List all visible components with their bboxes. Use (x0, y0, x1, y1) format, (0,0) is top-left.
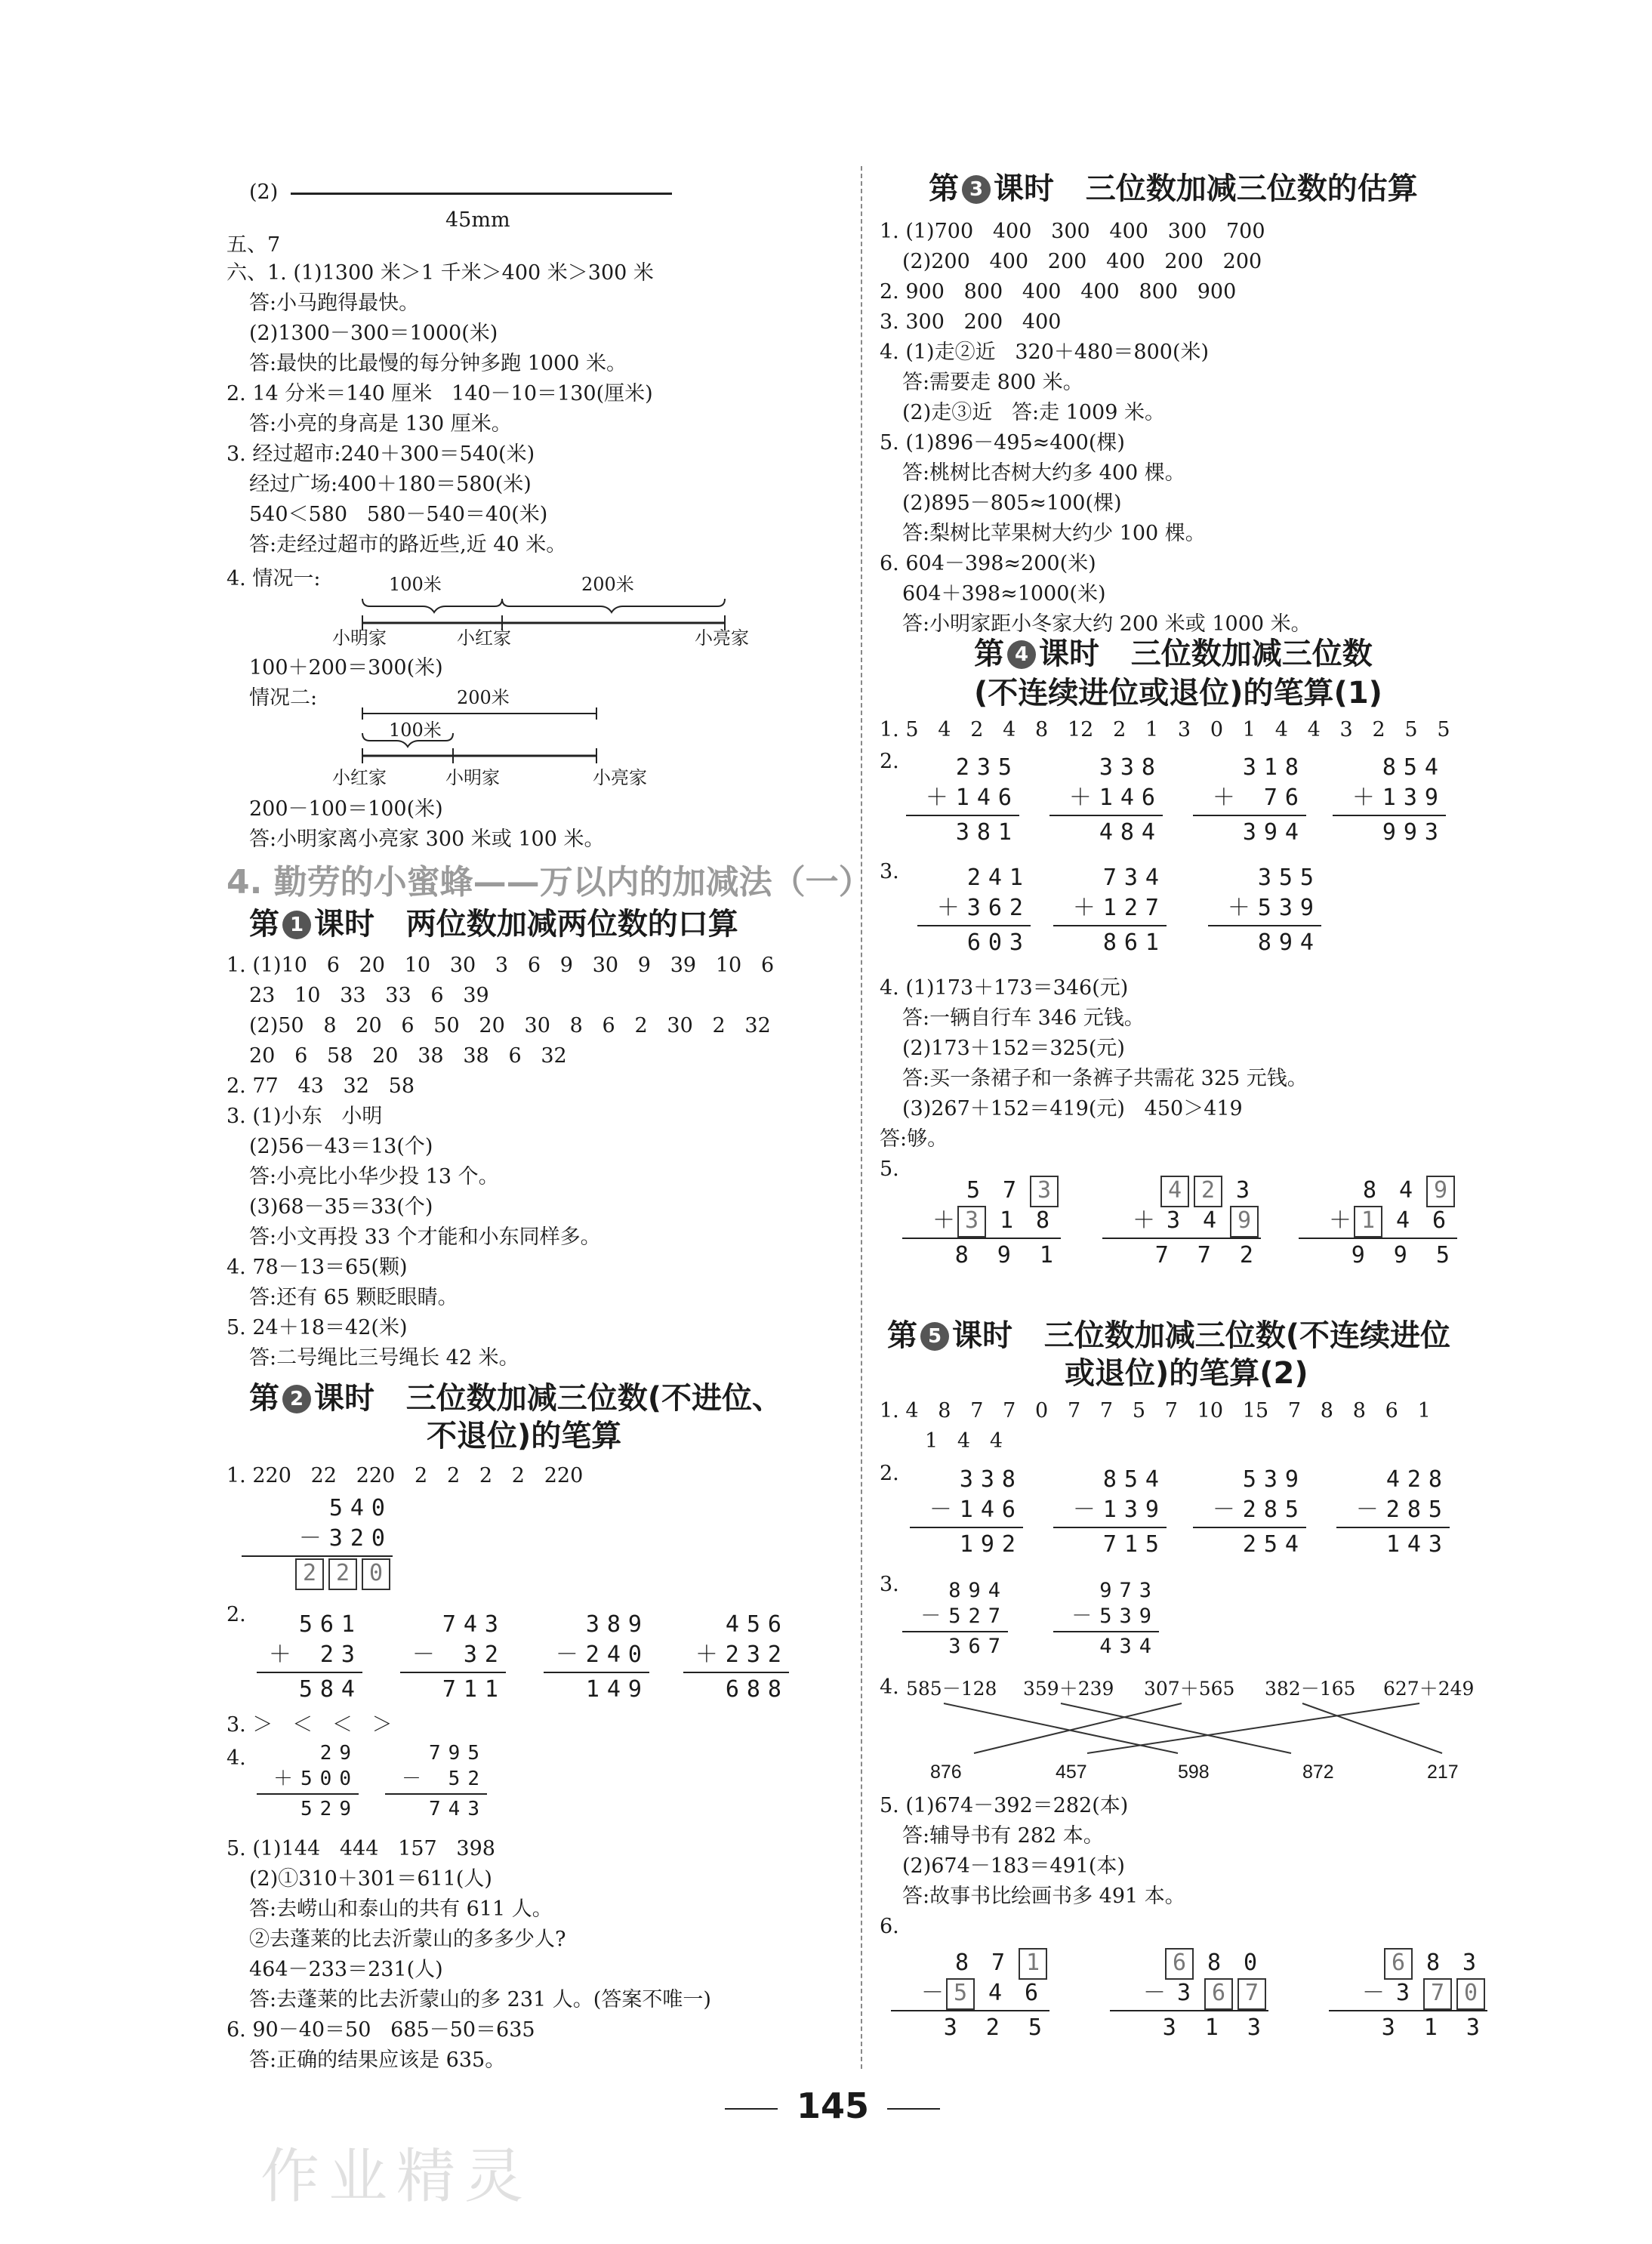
diagram2-place-3: 小亮家 (593, 767, 647, 788)
lesson4-q2-label: 2. (880, 750, 899, 773)
lesson5-line-1: 1. 4 8 7 7 0 7 7 5 7 10 15 7 8 8 6 1 (880, 1399, 1431, 1423)
lesson2-line-6: (2)①310＋301＝611(人) (249, 1867, 492, 1891)
vertical-calc: 795 － 52 743 (385, 1740, 487, 1822)
lesson3-line-7: (2)走③近 答:走 1009 米。 (902, 401, 1165, 424)
lesson-2-title-line2: 不退位)的笔算 (427, 1419, 622, 1453)
fill-in-calc: 4 2 3 ＋ 3 4 9 7 7 2 (1102, 1176, 1261, 1271)
lesson3-line-14: 答:小明家距小冬家大约 200 米或 1000 米。 (902, 612, 1311, 636)
lesson1-line-14: 答:二号绳比三号绳长 42 米。 (249, 1346, 519, 1370)
lesson3-line-11: 答:梨树比苹果树大约少 100 棵。 (902, 522, 1206, 545)
vertical-calc: 854 ＋139 993 (1333, 753, 1446, 848)
lesson2-line-5: 5. (1)144 444 157 398 (227, 1837, 495, 1860)
match-bottom-4: 872 (1302, 1762, 1334, 1783)
left-line-9: 3. 经过超市:240＋300＝540(米) (227, 442, 535, 466)
lesson4-line-8: (3)267＋152＝419(元) 450＞419 (902, 1097, 1243, 1120)
lesson-5-title-line2: 或退位)的笔算(2) (1065, 1356, 1308, 1391)
match-top-4: 382－165 (1265, 1678, 1356, 1700)
lesson5-line-2: 1 4 4 (925, 1429, 1003, 1453)
left-line-1: (2) (249, 180, 279, 204)
vertical-calc: 973 －539 434 (1053, 1578, 1159, 1660)
lesson-4-title-line2: (不连续进位或退位)的笔算(1) (974, 676, 1382, 710)
lesson5-q4-label: 4. (880, 1675, 899, 1699)
diagram2-label-a: 200米 (457, 687, 510, 708)
lesson1-line-6: 3. (1)小东 小明 (227, 1105, 383, 1128)
match-bottom-2: 457 (1056, 1762, 1087, 1783)
left-line-15: 情况二: (249, 686, 318, 710)
vertical-calc: 389 －240 149 (544, 1610, 649, 1705)
lesson1-line-2: 23 10 33 33 6 39 (249, 984, 489, 1007)
diagram2-place-2: 小明家 (445, 767, 500, 788)
lesson1-line-3: (2)50 8 20 6 50 20 30 8 6 2 30 2 32 (249, 1014, 771, 1037)
lesson-4-title: 第 4 课时 三位数加减三位数 (974, 637, 1373, 671)
lesson3-line-1: 1. (1)700 400 300 400 300 700 (880, 220, 1265, 243)
lesson2-line-8: ②去蓬莱的比去沂蒙山的多多少人? (249, 1928, 566, 1951)
lesson3-line-8: 5. (1)896－495≈400(棵) (880, 431, 1125, 455)
vertical-calc: 734 ＋127 861 (1053, 863, 1167, 958)
lesson5-q2-label: 2. (880, 1462, 899, 1485)
vertical-calc: 743 － 32 711 (400, 1610, 506, 1705)
lesson3-line-13: 604＋398≈1000(米) (902, 582, 1106, 606)
vertical-calc: 235 ＋146 381 (906, 753, 1019, 848)
lesson1-line-10: 答:小文再投 33 个才能和小东同样多。 (249, 1225, 601, 1249)
left-line-10: 经过广场:400＋180＝580(米) (249, 473, 532, 496)
diagram1-label-b: 200米 (581, 574, 634, 595)
match-bottom-5: 217 (1427, 1762, 1459, 1783)
lesson2-line-1: 1. 220 22 220 2 2 2 2 220 (227, 1464, 584, 1487)
lesson1-line-5: 2. 77 43 32 58 (227, 1074, 415, 1098)
lesson4-line-5: 答:一辆自行车 346 元钱。 (902, 1006, 1145, 1030)
lesson5-line-7: 答:辅导书有 282 本。 (902, 1824, 1104, 1848)
lesson3-line-5: 4. (1)走②近 320＋480＝800(米) (880, 341, 1210, 364)
match-bottom-3: 598 (1178, 1762, 1210, 1783)
lesson4-line-1: 1. 5 4 2 4 8 12 2 1 3 0 1 4 4 3 2 5 5 (880, 718, 1450, 741)
left-line-13: 4. 情况一: (227, 567, 321, 590)
vertical-calc: 456 ＋232 688 (683, 1610, 789, 1705)
lesson1-line-9: (3)68－35＝33(个) (249, 1195, 433, 1219)
left-line-5: (2)1300－300＝1000(米) (249, 322, 498, 345)
measure-line (291, 193, 672, 195)
diagram1-place-1: 小明家 (332, 627, 387, 649)
fill-in-calc: 6 8 3 － 3 7 0 3 1 3 (1329, 1948, 1487, 2043)
lesson2-line-3: 3. ＞ ＜ ＜ ＞ (227, 1713, 393, 1737)
left-line-8: 答:小亮的身高是 130 厘米。 (249, 412, 512, 436)
lesson4-line-4: 4. (1)173＋173＝346(元) (880, 976, 1129, 1000)
lesson3-line-9: 答:桃树比杏树大约多 400 棵。 (902, 461, 1185, 485)
left-line-14: 100＋200＝300(米) (249, 656, 443, 680)
lesson4-q5-label: 5. (880, 1157, 899, 1181)
matching-lines (868, 1699, 1487, 1759)
lesson1-line-7: (2)56－43＝13(个) (249, 1135, 433, 1158)
lesson2-line-10: 答:去蓬莱的比去沂蒙山的多 231 人。(答案不唯一) (249, 1988, 711, 2011)
diagram1-place-3: 小亮家 (695, 627, 749, 649)
vertical-calc: 894 －527 367 (902, 1578, 1008, 1660)
fill-in-calc: 6 8 0 － 3 6 7 3 1 3 (1110, 1948, 1268, 2043)
left-line-6: 答:最快的比最慢的每分钟多跑 1000 米。 (249, 352, 627, 375)
lesson3-line-4: 3. 300 200 400 (880, 310, 1062, 334)
lesson4-q3-label: 3. (880, 860, 899, 883)
lesson5-line-9: 答:故事书比绘画书多 491 本。 (902, 1885, 1185, 1908)
lesson3-line-6: 答:需要走 800 米。 (902, 371, 1083, 394)
diagram1-label-a: 100米 (389, 574, 442, 595)
match-top-2: 359＋239 (1023, 1678, 1114, 1700)
vertical-calc: 241 ＋362 603 (917, 863, 1031, 958)
lesson-2-title: 第 2 课时 三位数加减三位数(不进位、 (249, 1381, 783, 1416)
column-divider (861, 166, 862, 2069)
vertical-calc: 561 ＋ 23 584 (257, 1610, 362, 1705)
vertical-calc: 338 ＋146 484 (1049, 753, 1163, 848)
left-line-2: 五、7 (227, 233, 281, 257)
left-line-3: 六、1. (1)1300 米＞1 千米＞400 米＞300 米 (227, 261, 654, 285)
watermark: 作业精灵 (260, 2143, 533, 2211)
left-line-16: 200－100＝100(米) (249, 797, 443, 821)
lesson5-line-6: 5. (1)674－392＝282(本) (880, 1794, 1129, 1817)
lesson2-line-11: 6. 90－40＝50 685－50＝635 (227, 2018, 535, 2042)
vertical-calc: 355 ＋539 894 (1208, 863, 1321, 958)
subtraction-vertical-1: 540 －320 2 2 0 (242, 1493, 393, 1589)
lesson4-line-7: 答:买一条裙子和一条裤子共需花 325 元钱。 (902, 1067, 1308, 1090)
lesson4-line-9: 答:够。 (880, 1127, 948, 1151)
lesson1-line-1: 1. (1)10 6 20 10 30 3 6 9 30 9 39 10 6 (227, 954, 775, 977)
lesson1-line-13: 5. 24＋18＝42(米) (227, 1316, 408, 1339)
lesson3-line-12: 6. 604－398≈200(米) (880, 552, 1096, 575)
fill-in-calc: 8 7 1 － 5 4 6 3 2 5 (891, 1948, 1049, 2043)
lesson-3-title: 第 3 课时 三位数加减三位数的估算 (929, 171, 1418, 206)
vertical-calc: 338 －146 192 (910, 1465, 1023, 1560)
lesson3-line-3: 2. 900 800 400 400 800 900 (880, 280, 1237, 304)
left-line-12: 答:走经过超市的路近些,近 40 米。 (249, 533, 567, 556)
diagram1-place-2: 小红家 (457, 627, 511, 649)
match-top-5: 627＋249 (1383, 1678, 1475, 1700)
match-bottom-1: 876 (930, 1762, 962, 1783)
lesson4-line-6: (2)173＋152＝325(元) (902, 1037, 1125, 1060)
left-line-17: 答:小明家离小亮家 300 米或 100 米。 (249, 828, 605, 851)
lesson5-q3-label: 3. (880, 1573, 899, 1596)
lesson2-line-9: 464－233＝231(人) (249, 1958, 443, 1981)
lesson-5-title: 第 5 课时 三位数加减三位数(不连续进位 (887, 1318, 1451, 1353)
lesson2-q4-label: 4. (227, 1746, 246, 1770)
lesson1-line-8: 答:小亮比小华少投 13 个。 (249, 1165, 499, 1188)
lesson2-line-7: 答:去崂山和泰山的共有 611 人。 (249, 1897, 553, 1921)
match-top-3: 307＋565 (1144, 1678, 1235, 1700)
lesson2-line-12: 答:正确的结果应该是 635。 (249, 2048, 506, 2072)
page-number-dash-left (725, 2108, 778, 2110)
diagram2-label-b: 100米 (389, 720, 442, 741)
match-top-1: 585－128 (906, 1678, 997, 1700)
unit-title: 4. 勤劳的小蜜蜂——万以内的加减法（一） (227, 863, 872, 902)
vertical-calc: 29 ＋500 529 (257, 1740, 359, 1822)
lesson1-line-11: 4. 78－13＝65(颗) (227, 1256, 408, 1279)
lesson5-line-8: (2)674－183＝491(本) (902, 1854, 1125, 1878)
page-number-dash-right (887, 2108, 940, 2110)
page-number: 145 (797, 2085, 870, 2126)
measure-caption: 45mm (445, 208, 510, 232)
left-line-7: 2. 14 分米＝140 厘米 140－10＝130(厘米) (227, 382, 653, 405)
lesson2-q2-label: 2. (227, 1603, 246, 1626)
lesson3-line-10: (2)895－805≈100(棵) (902, 492, 1122, 515)
diagram2-place-1: 小红家 (332, 767, 387, 788)
lesson5-q6-label: 6. (880, 1915, 899, 1938)
vertical-calc: 318 ＋ 76 394 (1193, 753, 1306, 848)
lesson-1-title: 第 1 课时 两位数加减两位数的口算 (249, 907, 738, 942)
lesson3-line-2: (2)200 400 200 400 200 200 (902, 250, 1262, 273)
lesson1-line-4: 20 6 58 20 38 38 6 32 (249, 1044, 567, 1068)
vertical-calc: 428 －285 143 (1336, 1465, 1450, 1560)
vertical-calc: 854 －139 715 (1053, 1465, 1167, 1560)
fill-in-calc: 5 7 3 ＋ 3 1 8 8 9 1 (902, 1176, 1061, 1271)
fill-in-calc: 8 4 9 ＋ 1 4 6 9 9 5 (1299, 1176, 1457, 1271)
lesson1-line-12: 答:还有 65 颗眨眼睛。 (249, 1286, 458, 1309)
left-line-4: 答:小马跑得最快。 (249, 291, 420, 315)
left-line-11: 540＜580 580－540＝40(米) (249, 503, 548, 526)
vertical-calc: 539 －285 254 (1193, 1465, 1306, 1560)
